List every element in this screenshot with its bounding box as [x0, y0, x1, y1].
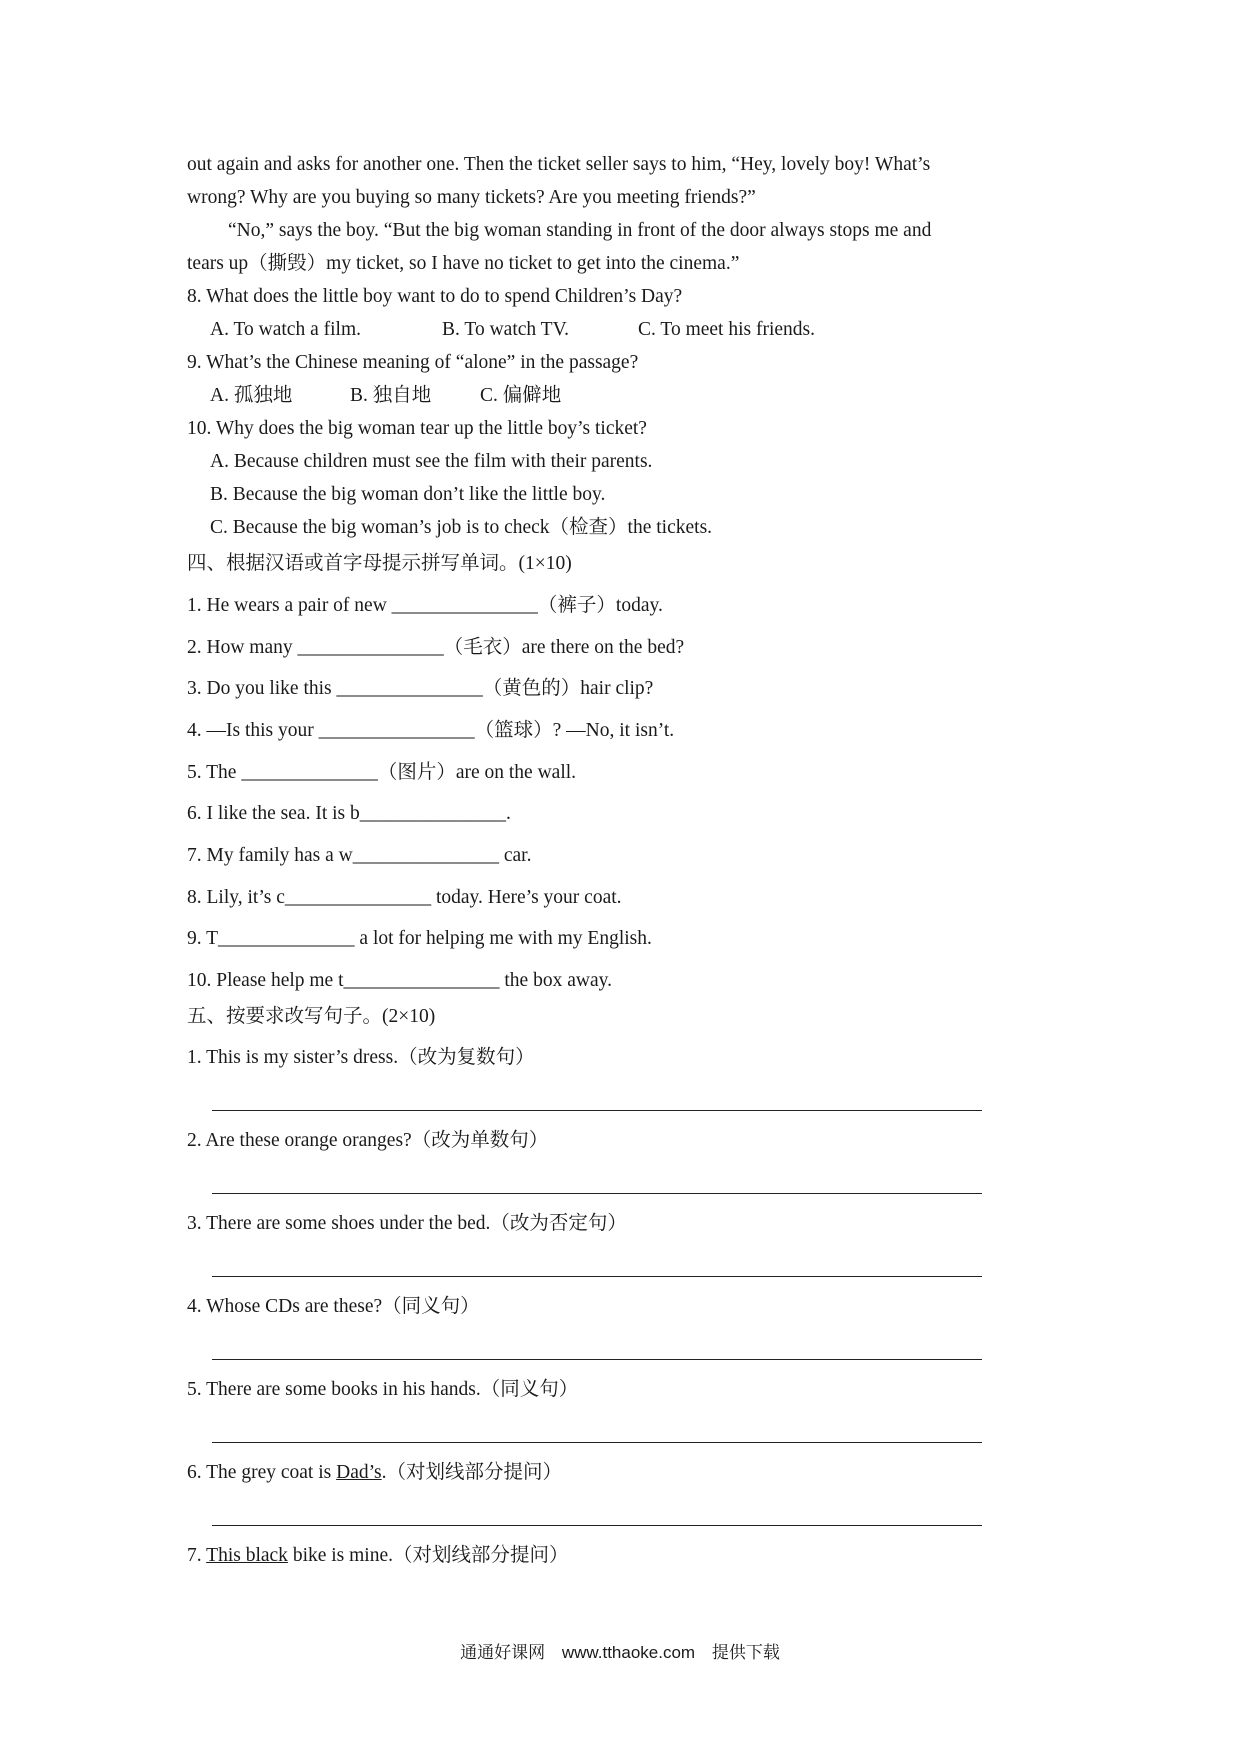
spelling-item: 2. How many _______________（毛衣）are there on the bed? [187, 637, 685, 658]
passage-line: wrong? Why are you buying so many tickets? Are you meeting friends?” [187, 187, 756, 208]
section-5-heading: 五、按要求改写句子。(2×10) [187, 1006, 436, 1027]
spelling-item: 5. The ______________（图片）are on the wall. [187, 762, 577, 783]
rewrite-item-3: 3. There are some shoes under the bed.（改为否定句） [187, 1213, 627, 1234]
passage-line: out again and asks for another one. Then the ticket seller says to him, “Hey, lovely boy! What’s [187, 154, 931, 175]
answer-line [212, 1525, 982, 1526]
question-10: 10. Why does the big woman tear up the little boy’s ticket? [187, 418, 647, 439]
spelling-item: 6. I like the sea. It is b_______________. [187, 803, 511, 824]
passage-line: tears up（撕毁）my ticket, so I have no ticket to get into the cinema.” [187, 253, 740, 274]
passage-line: “No,” says the boy. “But the big woman standing in front of the door always stops me and [228, 220, 932, 241]
spelling-item: 8. Lily, it’s c_______________ today. Here’s your coat. [187, 887, 622, 908]
option-10b: B. Because the big woman don’t like the little boy. [210, 484, 606, 505]
question-8: 8. What does the little boy want to do to spend Children’s Day? [187, 286, 683, 307]
rewrite-item-4: 4. Whose CDs are these?（同义句） [187, 1296, 480, 1317]
answer-line [212, 1193, 982, 1194]
spelling-item: 4. —Is this your ________________（篮球）? —No, it isn’t. [187, 720, 675, 741]
rewrite-item-7 [187, 1544, 569, 1568]
footer-note: 提供下载 [711, 1643, 780, 1662]
rewrite-item-7-text: bike is mine.（对划线部分提问） [287, 1545, 569, 1566]
spelling-item: 9. T______________ a lot for helping me with my English. [187, 928, 652, 949]
answer-line [212, 1276, 982, 1277]
spelling-item: 3. Do you like this _______________（黄色的）hair clip? [187, 678, 654, 699]
rewrite-item-7-number: 7. [187, 1545, 207, 1566]
option-9a: A. 孤独地 [210, 385, 293, 406]
underlined-word: This black [206, 1545, 288, 1566]
answer-line [212, 1442, 982, 1443]
page-footer [0, 1638, 1240, 1663]
option-10c: C. Because the big woman’s job is to check（检查）the tickets. [210, 517, 713, 538]
footer-url: www.tthaoke.com [561, 1643, 696, 1662]
option-8c: C. To meet his friends. [638, 319, 816, 340]
question-9: 9. What’s the Chinese meaning of “alone” in the passage? [187, 352, 639, 373]
rewrite-item-6-instruction: .（对划线部分提问） [381, 1462, 562, 1483]
rewrite-item-5: 5. There are some books in his hands.（同义句） [187, 1379, 579, 1400]
rewrite-item-2: 2. Are these orange oranges?（改为单数句） [187, 1130, 549, 1151]
rewrite-item-6-text: 6. The grey coat is [187, 1462, 337, 1483]
spelling-item: 7. My family has a w_______________ car. [187, 845, 532, 866]
spelling-item: 1. He wears a pair of new _______________（裤子）today. [187, 595, 663, 616]
rewrite-item-1: 1. This is my sister’s dress.（改为复数句） [187, 1047, 535, 1068]
option-8b: B. To watch TV. [442, 319, 570, 340]
option-9b: B. 独自地 [350, 385, 432, 406]
footer-site-name: 通通好课网 [460, 1643, 546, 1662]
option-10a: A. Because children must see the film with their parents. [210, 451, 653, 472]
option-8a: A. To watch a film. [210, 319, 361, 340]
answer-line [212, 1110, 982, 1111]
rewrite-item-6 [187, 1461, 562, 1485]
spelling-item: 10. Please help me t________________ the box away. [187, 970, 612, 991]
underlined-word: Dad’s [336, 1462, 382, 1483]
answer-line [212, 1359, 982, 1360]
section-4-heading: 四、根据汉语或首字母提示拼写单词。(1×10) [187, 553, 572, 574]
option-9c: C. 偏僻地 [480, 385, 562, 406]
